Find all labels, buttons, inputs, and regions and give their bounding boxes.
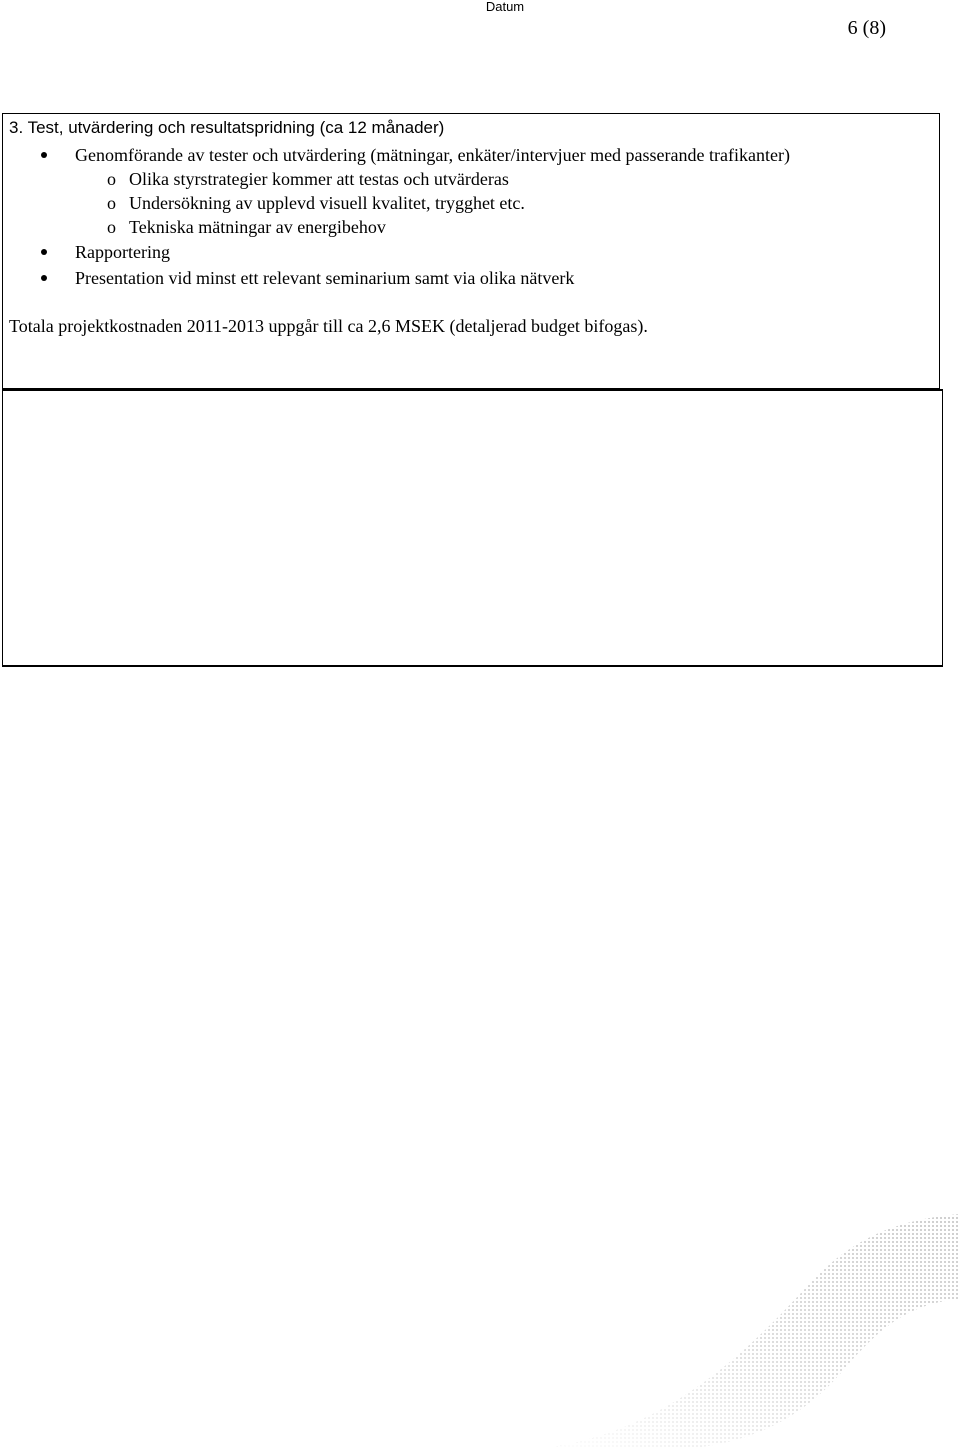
list-item: Presentation vid minst ett relevant seminarium samt via olika nätverk bbox=[75, 268, 575, 288]
empty-box bbox=[2, 389, 943, 667]
list-item: Rapportering bbox=[75, 242, 170, 262]
bullet-icon bbox=[41, 249, 47, 255]
sub-bullet-marker: o bbox=[107, 169, 116, 189]
sub-list-item: Olika styrstrategier kommer att testas och utvärderas bbox=[129, 169, 509, 189]
bullet-icon bbox=[41, 152, 47, 158]
sub-bullet-marker: o bbox=[107, 217, 116, 237]
sub-list-item: Tekniska mätningar av energibehov bbox=[129, 217, 386, 237]
bullet-icon bbox=[41, 275, 47, 281]
sub-list-item: Undersökning av upplevd visuell kvalitet, trygghet etc. bbox=[129, 193, 525, 213]
list-item: Genomförande av tester och utvärdering (mätningar, enkäter/intervjuer med passerande trafikanter) bbox=[75, 145, 790, 165]
section-title: 3. Test, utvärdering och resultatspridning (ca 12 månader) bbox=[9, 118, 445, 137]
total-cost-text: Totala projektkostnaden 2011-2013 uppgår till ca 2,6 MSEK (detaljerad budget bifogas). bbox=[9, 316, 648, 336]
sub-bullet-marker: o bbox=[107, 193, 116, 213]
watermark-swoosh-icon bbox=[540, 1209, 960, 1449]
page-number: 6 (8) bbox=[847, 17, 886, 39]
header-date-label: Datum bbox=[485, 0, 525, 14]
